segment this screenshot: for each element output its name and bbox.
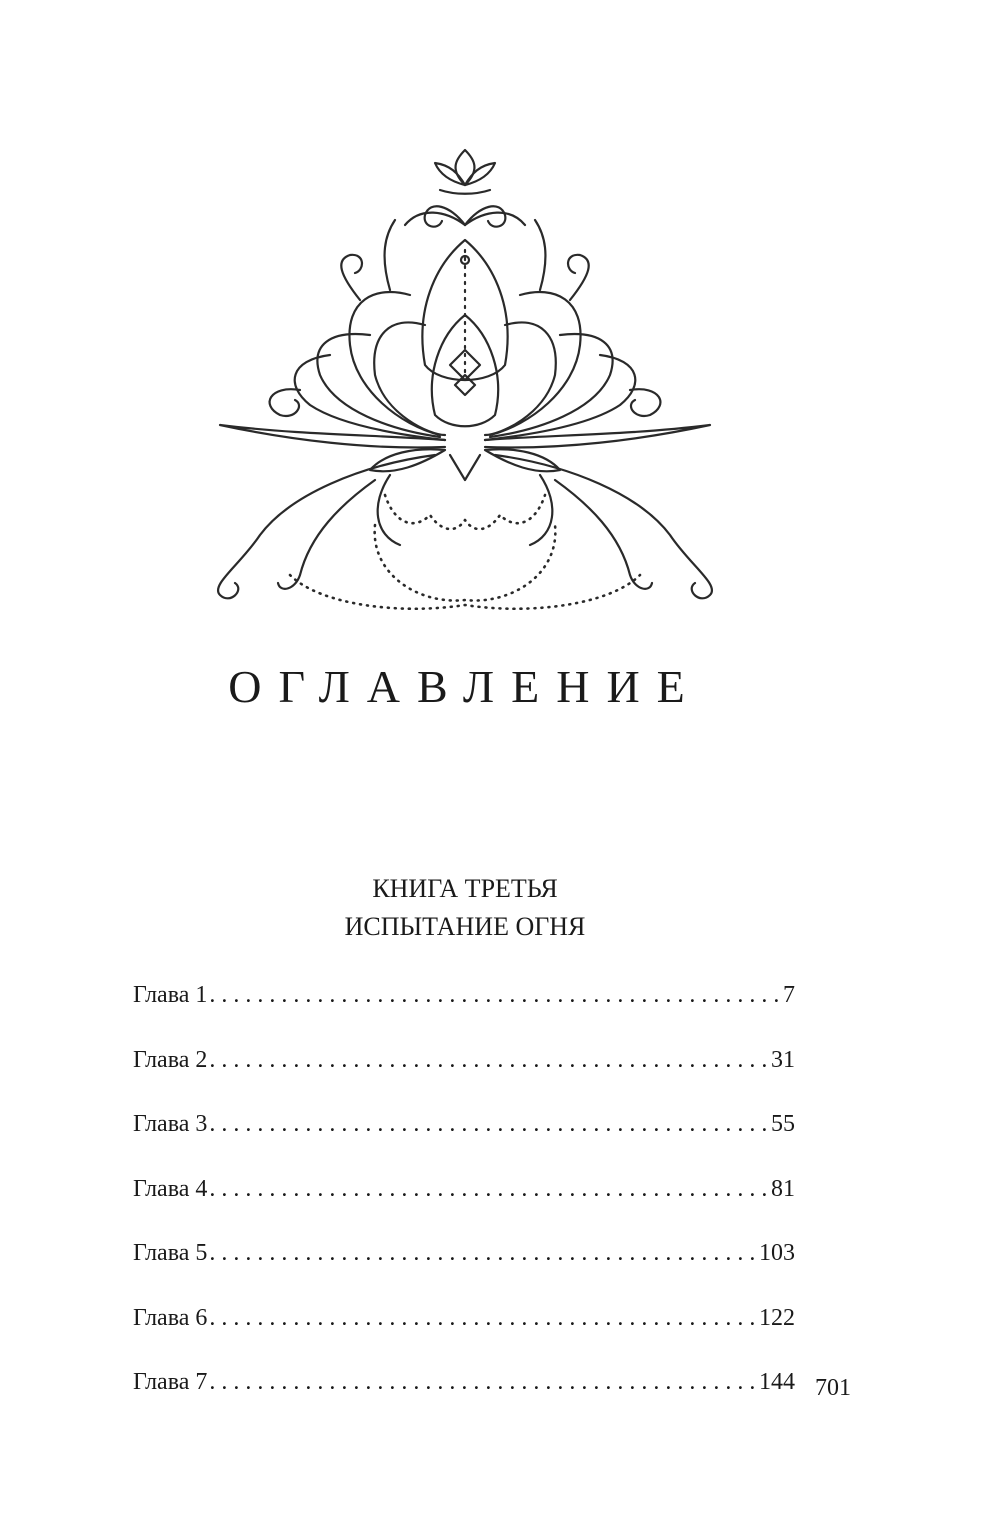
- toc-entry-page: 31: [771, 1046, 795, 1073]
- dot-leader: [209, 1233, 757, 1273]
- toc-entry-chapter-5[interactable]: [133, 1233, 795, 1298]
- dot-leader: [209, 1104, 769, 1144]
- toc-entry-chapter-1[interactable]: [133, 975, 795, 1040]
- toc-entry-label: Глава 7: [133, 1369, 208, 1395]
- book-number: КНИГА ТРЕТЬЯ: [372, 874, 558, 903]
- dot-leader: [209, 1169, 769, 1209]
- book-title: ИСПЫТАНИЕ ОГНЯ: [344, 912, 586, 941]
- dot-leader: [209, 975, 781, 1015]
- toc-entry-page: 122: [759, 1304, 795, 1331]
- toc-entry-chapter-7[interactable]: [133, 1362, 795, 1427]
- toc-entry-label: Глава 4: [133, 1175, 208, 1202]
- dot-leader: [209, 1040, 769, 1080]
- lotus-ornament-icon: [200, 135, 730, 615]
- toc-entry-chapter-6[interactable]: [133, 1298, 795, 1363]
- page-number: 701: [815, 1375, 851, 1401]
- toc-entry-label: Глава 3: [133, 1111, 208, 1137]
- toc-entry-chapter-2[interactable]: [133, 1040, 795, 1105]
- toc-entry-label: Глава 5: [133, 1240, 208, 1266]
- toc-entry-label: Глава 1: [133, 982, 208, 1008]
- toc-entry-label: Глава 6: [133, 1304, 208, 1331]
- toc-entry-page: 55: [771, 1111, 795, 1137]
- toc-entry-page: 144: [759, 1369, 795, 1395]
- dot-leader: [209, 1362, 757, 1402]
- toc-entry-page: 7: [783, 982, 795, 1008]
- toc-entry-chapter-3[interactable]: [133, 1104, 795, 1169]
- toc-list: [133, 975, 795, 1427]
- page-title: ОГЛАВЛЕНИЕ: [228, 661, 702, 712]
- toc-entry-chapter-4[interactable]: [133, 1169, 795, 1234]
- toc-entry-label: Глава 2: [133, 1046, 208, 1073]
- dot-leader: [209, 1298, 757, 1338]
- book-heading: [0, 870, 930, 946]
- toc-entry-page: 103: [759, 1240, 795, 1266]
- toc-entry-page: 81: [771, 1175, 795, 1202]
